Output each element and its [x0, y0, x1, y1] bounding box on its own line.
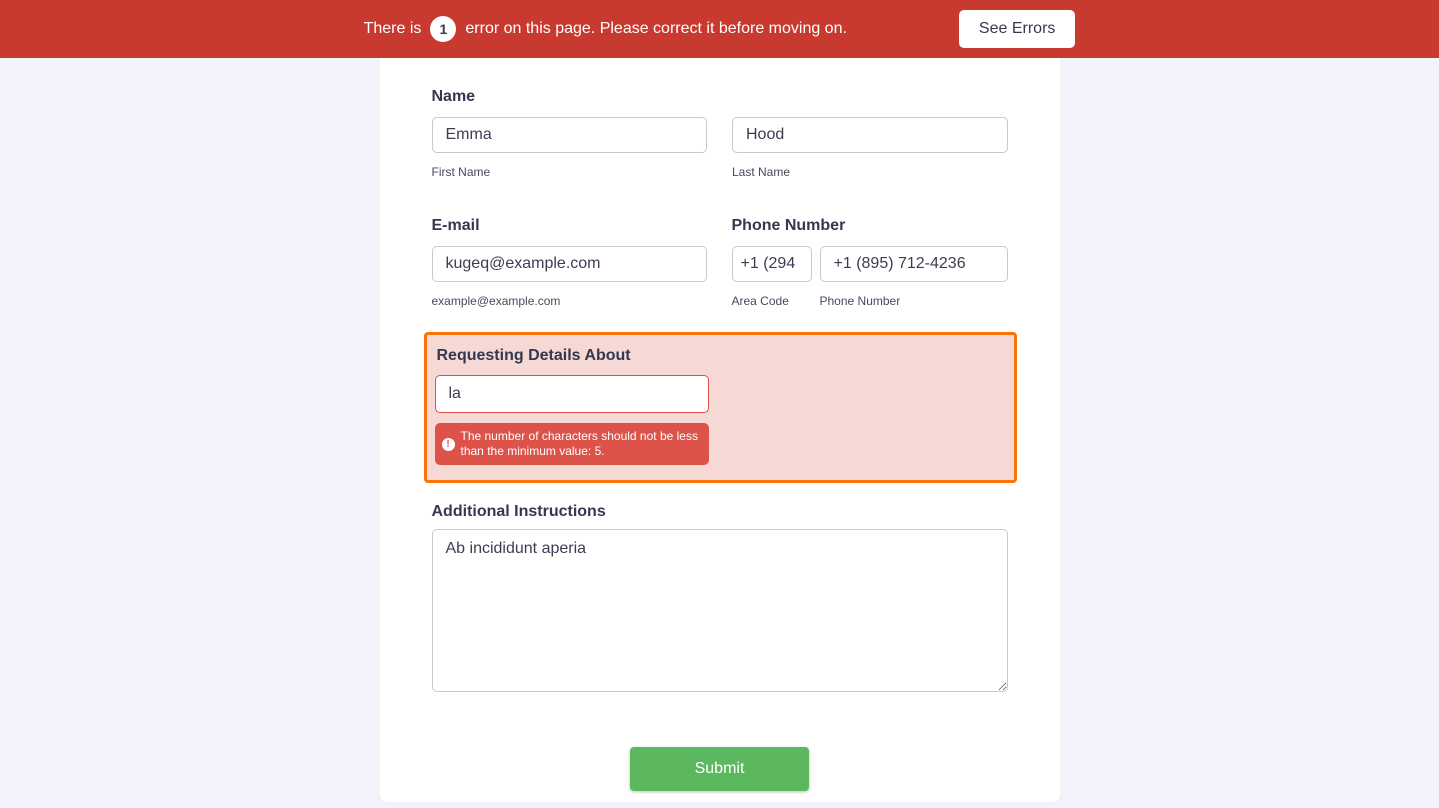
banner-text-after-count: error on this page. Please correct it before moving on.	[465, 20, 847, 37]
validation-error-text: The number of characters should not be less than the minimum value: 5.	[460, 429, 698, 458]
email-field	[432, 216, 707, 309]
validation-error-message	[435, 423, 709, 465]
email-phone-row	[432, 216, 1008, 309]
email-label: E-mail	[431, 217, 480, 234]
requesting-details-error-panel	[424, 332, 1017, 483]
first-name-caption: First Name	[431, 165, 491, 179]
form-card	[380, 58, 1060, 802]
last-name-caption: Last Name	[732, 165, 791, 179]
requesting-details-input[interactable]	[435, 375, 709, 413]
phone-label: Phone Number	[731, 217, 846, 234]
phone-number-input[interactable]	[820, 246, 1008, 282]
submit-row	[432, 747, 1008, 791]
additional-instructions-section	[432, 502, 1008, 697]
error-banner	[0, 0, 1439, 58]
area-code-input[interactable]	[732, 246, 812, 282]
phone-number-caption: Phone Number	[819, 294, 901, 308]
additional-instructions-label: Additional Instructions	[431, 503, 606, 520]
additional-instructions-textarea[interactable]	[432, 529, 1008, 692]
area-code-field	[732, 246, 812, 309]
error-exclamation-icon: !	[442, 438, 455, 451]
last-name-field	[732, 117, 1008, 180]
see-errors-button[interactable]: See Errors	[959, 10, 1075, 48]
last-name-input[interactable]	[732, 117, 1008, 153]
area-code-caption: Area Code	[731, 294, 789, 308]
first-name-input[interactable]	[432, 117, 708, 153]
email-caption: example@example.com	[431, 294, 561, 308]
phone-field	[732, 216, 1008, 309]
banner-text-before-count: There is	[363, 20, 422, 37]
first-name-field	[432, 117, 708, 180]
error-count-badge: 1	[430, 16, 456, 42]
email-input[interactable]	[432, 246, 707, 282]
phone-number-field	[820, 246, 1008, 309]
name-label: Name	[431, 88, 476, 105]
name-section	[432, 87, 1008, 180]
submit-button[interactable]: Submit	[630, 747, 809, 791]
banner-message	[364, 16, 847, 42]
requesting-details-label: Requesting Details About	[436, 347, 631, 364]
